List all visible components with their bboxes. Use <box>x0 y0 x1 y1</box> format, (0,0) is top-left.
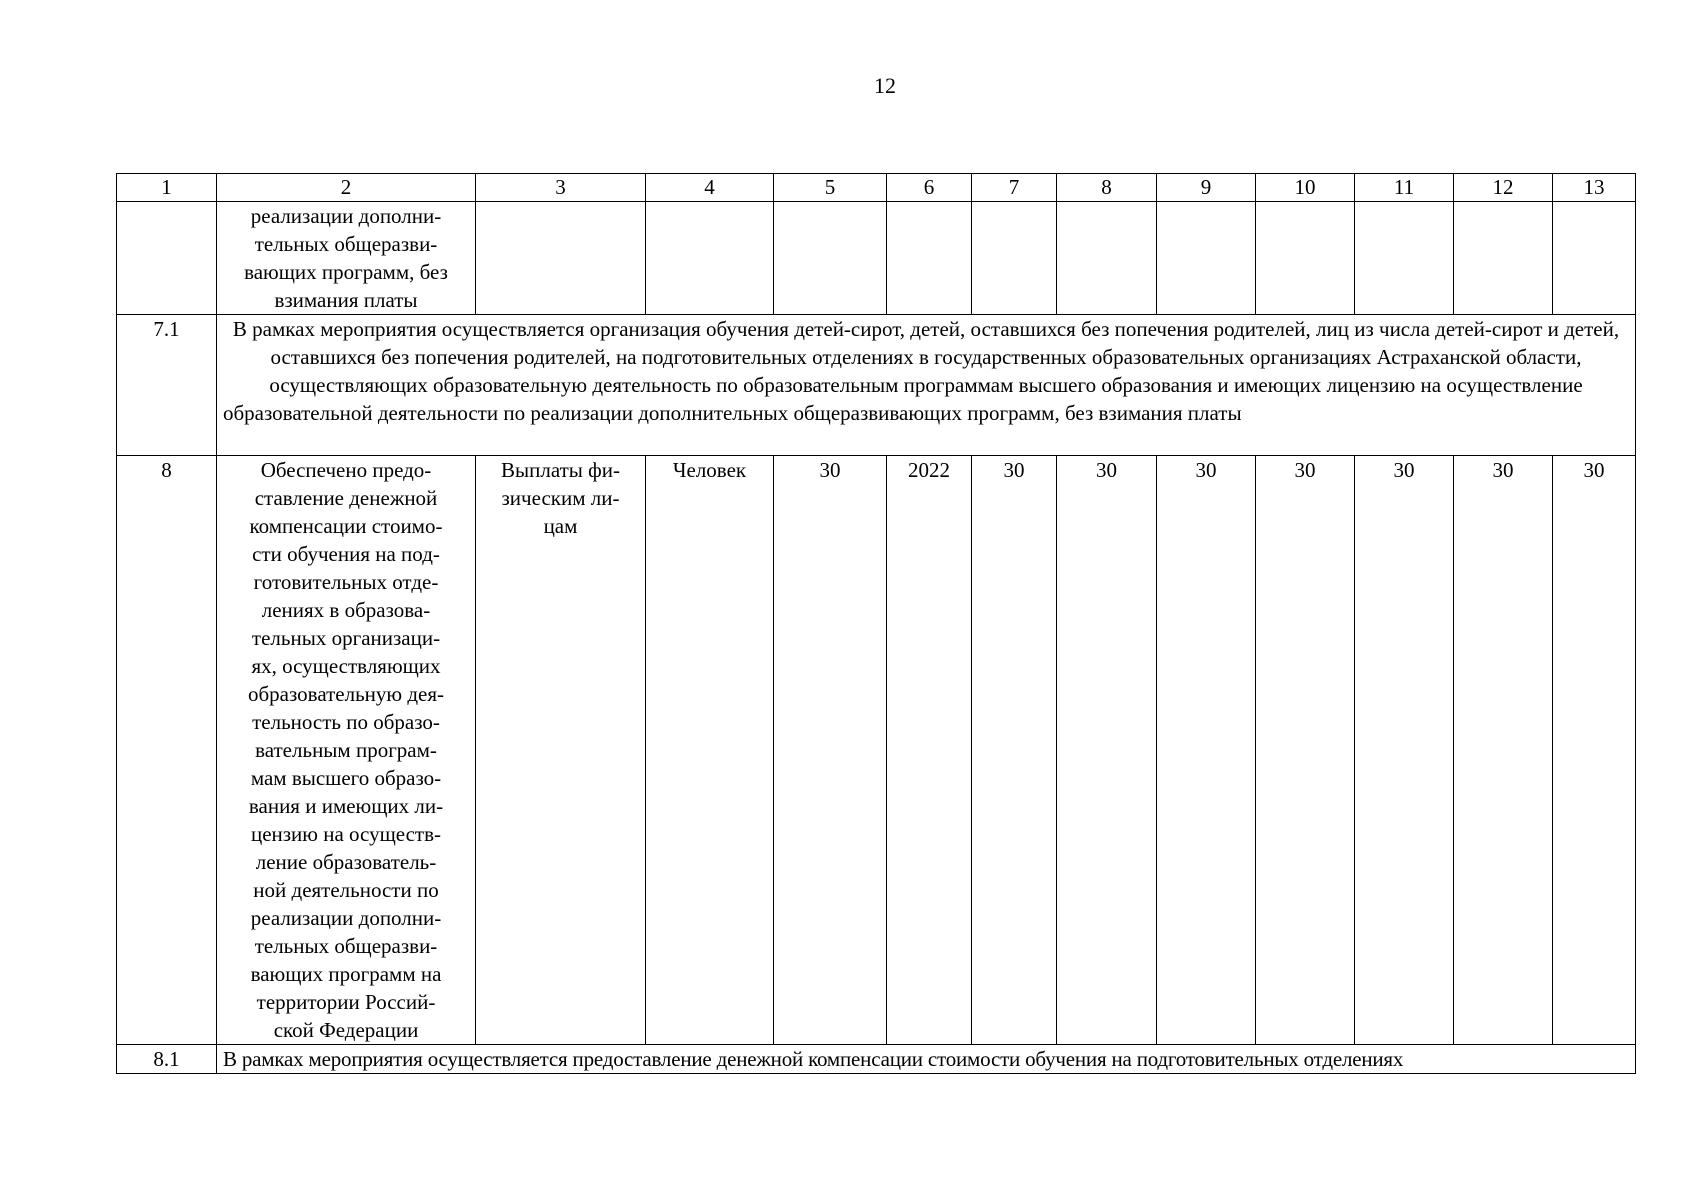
activity-description: В рамках мероприятия осуществляется организация обучения детей-сирот, детей, оставшихся без попечения родителей, лиц из числа детей-сирот и детей, оставшихся без попечения родителей, на подготовительных отделениях в государственных образовательных организациях Астраханской области, осуществляющих образовательную деятельность по образовательным программам высшего образования и имеющих лицензию на осуществление образовательной деятельности по реализации дополнительных общеразвивающих программ, без взимания платы <box>217 315 1636 456</box>
indicator-type: Выплаты фи- зическим ли- цам <box>476 456 646 1045</box>
row-number: 8.1 <box>117 1045 217 1074</box>
row-number: 8 <box>117 456 217 1045</box>
column-number: 5 <box>774 174 887 202</box>
base-year: 2022 <box>887 456 972 1045</box>
empty-cell <box>774 202 887 315</box>
activity-description: В рамках мероприятия осуществляется предоставление денежной компенсации стоимости обучения на подготовительных отделениях <box>217 1045 1636 1074</box>
row-number: 7.1 <box>117 315 217 456</box>
unit-of-measure: Человек <box>646 456 774 1045</box>
column-number: 3 <box>476 174 646 202</box>
column-number: 8 <box>1057 174 1157 202</box>
indicator-name-continued: реализации дополни- тельных общеразви- вающих программ, без взимания платы <box>217 202 476 315</box>
column-number: 2 <box>217 174 476 202</box>
empty-cell <box>1454 202 1553 315</box>
empty-cell <box>887 202 972 315</box>
table-row-7-1 <box>117 315 1636 456</box>
year-value: 30 <box>972 456 1057 1045</box>
column-number: 4 <box>646 174 774 202</box>
column-number: 9 <box>1157 174 1256 202</box>
column-number: 7 <box>972 174 1057 202</box>
table-header-row <box>117 174 1636 202</box>
empty-cell <box>1355 202 1454 315</box>
year-value: 30 <box>1454 456 1553 1045</box>
column-number: 10 <box>1256 174 1355 202</box>
table-row-8 <box>117 456 1636 1045</box>
indicator-name: Обеспечено предо- ставление денежной компенсации стоимо- сти обучения на под- готовительных отде- лениях в образова- тельных организаци- ях, осуществляющих образовательную дея- тельность по образо- вательным програм- мам высшего образо- вания и имеющих ли- цензию на осуществ- ление образователь- ной деятельности по реализации дополни- тельных общеразви- вающих программ на территории Россий- ской Федерации <box>217 456 476 1045</box>
page-number: 12 <box>874 73 896 98</box>
empty-cell <box>117 202 217 315</box>
column-number: 11 <box>1355 174 1454 202</box>
empty-cell <box>972 202 1057 315</box>
year-value: 30 <box>1057 456 1157 1045</box>
empty-cell <box>1157 202 1256 315</box>
empty-cell <box>1256 202 1355 315</box>
table-row-8-1 <box>117 1045 1636 1074</box>
empty-cell <box>476 202 646 315</box>
empty-cell <box>1553 202 1636 315</box>
year-value: 30 <box>1553 456 1636 1045</box>
table-row-continuation <box>117 202 1636 315</box>
year-value: 30 <box>1157 456 1256 1045</box>
year-value: 30 <box>1256 456 1355 1045</box>
year-value: 30 <box>1355 456 1454 1045</box>
column-number: 12 <box>1454 174 1553 202</box>
column-number: 6 <box>887 174 972 202</box>
indicators-table <box>116 173 1636 1074</box>
column-number: 1 <box>117 174 217 202</box>
empty-cell <box>646 202 774 315</box>
base-value: 30 <box>774 456 887 1045</box>
empty-cell <box>1057 202 1157 315</box>
column-number: 13 <box>1553 174 1636 202</box>
